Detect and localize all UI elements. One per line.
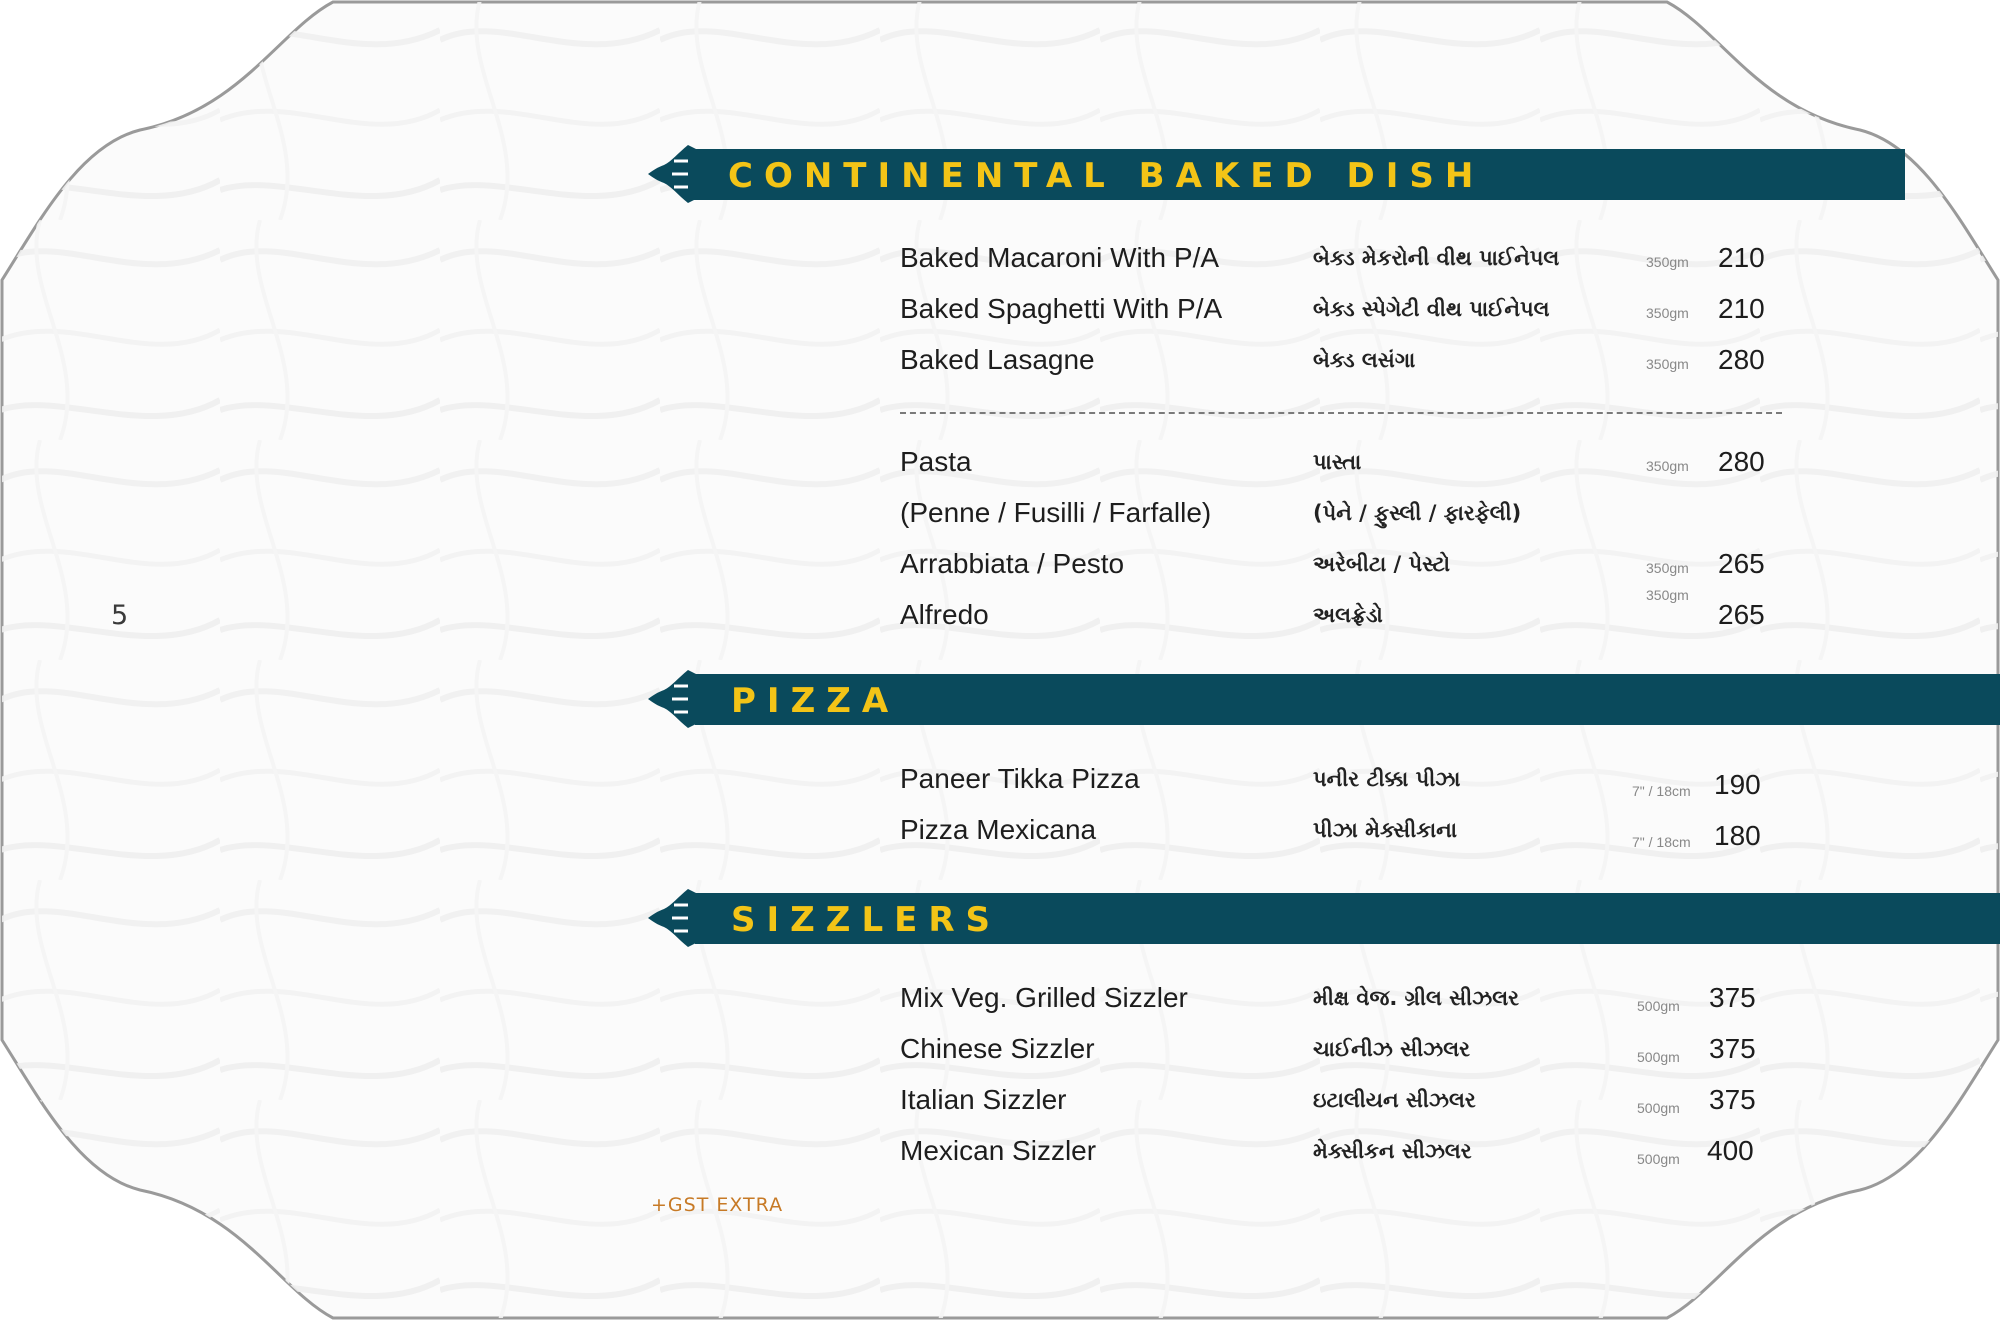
section-banner-continental [690, 149, 1905, 200]
item-quantity: 7" / 18cm [1632, 834, 1691, 850]
dashed-divider [900, 412, 1782, 414]
item-local-name: પાસ્તા [1313, 450, 1362, 474]
item-price: 280 [1718, 446, 1765, 477]
item-price: 280 [1718, 344, 1765, 375]
item-local-name: પીઝા મેક્સીકાના [1313, 818, 1457, 842]
item-price: 375 [1709, 982, 1756, 1013]
section-title-continental: CONTINENTAL BAKED DISH [728, 156, 1485, 196]
item-local-name: બેક્ડ સ્પેગેટી વીથ પાઈનેપલ [1313, 297, 1550, 321]
crown-emblem-icon [644, 887, 700, 949]
item-name: Mexican Sizzler [900, 1135, 1097, 1166]
item-quantity: 350gm [1646, 305, 1689, 321]
item-local-name: મીક્ષ વેજ. ગ્રીલ સીઝલર [1313, 986, 1519, 1010]
crown-emblem-icon [644, 668, 700, 730]
item-local-name: ઇટાલીયન સીઝલર [1313, 1088, 1476, 1112]
item-price: 375 [1709, 1033, 1756, 1064]
item-name: Alfredo [900, 599, 989, 630]
item-quantity: 350gm [1646, 587, 1689, 603]
item-name: Pasta [900, 446, 972, 477]
item-price: 265 [1718, 548, 1765, 579]
item-price: 210 [1718, 242, 1765, 273]
item-name: Pizza Mexicana [900, 814, 1097, 845]
item-price: 190 [1714, 769, 1761, 800]
crown-emblem-icon [644, 143, 700, 205]
item-local-name: અલફ્રેડો [1313, 603, 1383, 627]
item-quantity: 7" / 18cm [1632, 783, 1691, 799]
item-name: Chinese Sizzler [900, 1033, 1095, 1064]
section-banner-sizzlers [695, 893, 2000, 944]
item-name: Baked Spaghetti With P/A [900, 293, 1223, 324]
item-name: Mix Veg. Grilled Sizzler [900, 982, 1188, 1013]
item-quantity: 350gm [1646, 458, 1689, 474]
item-name: Italian Sizzler [900, 1084, 1067, 1115]
item-quantity: 500gm [1637, 1151, 1680, 1167]
item-name: Baked Lasagne [900, 344, 1095, 375]
item-name: (Penne / Fusilli / Farfalle) [900, 497, 1212, 528]
section-title-pizza: PIZZA [731, 681, 900, 721]
gst-note: +GST EXTRA [651, 1194, 784, 1216]
item-local-name: પનીર ટીક્કા પીઝા [1313, 767, 1461, 791]
item-name: Paneer Tikka Pizza [900, 763, 1140, 794]
item-local-name: મેક્સીકન સીઝલર [1313, 1139, 1472, 1163]
item-price: 210 [1718, 293, 1765, 324]
item-name: Baked Macaroni With P/A [900, 242, 1220, 273]
item-local-name: (પેને / ફુસ્લી / ફારફેલી) [1313, 501, 1522, 525]
item-price: 375 [1709, 1084, 1756, 1115]
section-banner-pizza [695, 674, 2000, 725]
item-local-name: બેક્ડ લસંગા [1313, 348, 1416, 372]
item-local-name: અરેબીટા / પેસ્ટો [1313, 552, 1451, 576]
item-local-name: બેક્ડ મેકરોની વીથ પાઈનેપલ [1313, 246, 1560, 270]
item-name: Arrabbiata / Pesto [900, 548, 1125, 579]
section-title-sizzlers: SIZZLERS [731, 900, 1002, 940]
page-number: 5 [111, 600, 129, 631]
item-quantity: 350gm [1646, 560, 1689, 576]
item-quantity: 500gm [1637, 1049, 1680, 1065]
item-quantity: 350gm [1646, 356, 1689, 372]
item-local-name: ચાઈનીઝ સીઝલર [1313, 1037, 1470, 1061]
item-quantity: 500gm [1637, 998, 1680, 1014]
item-price: 400 [1707, 1135, 1754, 1166]
item-price: 265 [1718, 599, 1765, 630]
item-quantity: 350gm [1646, 254, 1689, 270]
item-quantity: 500gm [1637, 1100, 1680, 1116]
item-price: 180 [1714, 820, 1761, 851]
